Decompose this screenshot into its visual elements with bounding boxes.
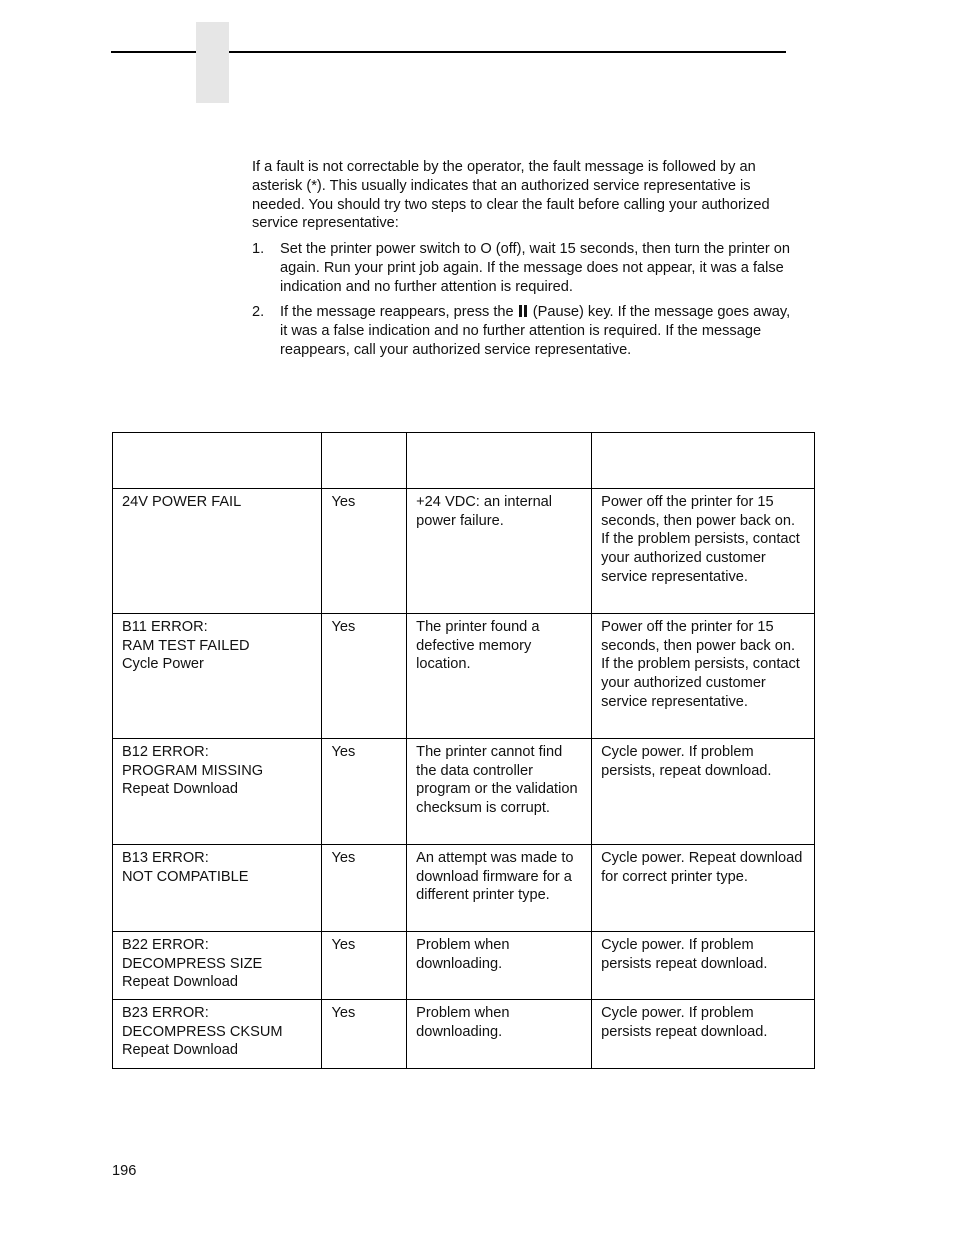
column-header — [322, 433, 407, 489]
step-number: 1. — [252, 241, 265, 257]
message-line: Repeat Download — [122, 974, 239, 991]
chapter-tab-block — [196, 22, 229, 103]
solution-cell: Cycle power. If problem persists repeat download. — [592, 932, 815, 1000]
troubleshooting-steps — [252, 240, 797, 367]
table-row — [113, 932, 815, 1000]
step-item — [252, 240, 797, 296]
message-cell — [113, 614, 322, 739]
column-header — [407, 433, 592, 489]
explanation-cell: An attempt was made to download firmware for a different printer type. — [407, 845, 592, 932]
service-required-cell: Yes — [322, 1000, 407, 1069]
explanation-cell: Problem when downloading. — [407, 1000, 592, 1069]
message-line: DECOMPRESS SIZE — [122, 955, 263, 972]
table-row — [113, 614, 815, 739]
message-line: 24V POWER FAIL — [122, 494, 242, 510]
solution-cell: Cycle power. If problem persists repeat download. — [592, 1000, 815, 1069]
header-rule — [229, 51, 786, 53]
message-line: B12 ERROR: — [122, 744, 209, 760]
service-required-cell: Yes — [322, 845, 407, 932]
message-cell — [113, 845, 322, 932]
step-text: Set the printer power switch to O (off), wait 15 seconds, then turn the printer on again. Run your print job again. If the message does not appear, it was a false indication and no further attention is required. — [280, 241, 790, 295]
step-number: 2. — [252, 304, 265, 321]
explanation-cell: The printer found a defective memory location. — [407, 614, 592, 739]
message-line: PROGRAM MISSING — [122, 762, 264, 779]
explanation-cell: Problem when downloading. — [407, 932, 592, 1000]
service-required-cell: Yes — [322, 739, 407, 845]
message-line: Repeat Download — [122, 1042, 239, 1059]
message-line: B23 ERROR: — [122, 1005, 209, 1021]
table-row — [113, 489, 815, 614]
pause-icon — [519, 305, 528, 317]
solution-cell: Cycle power. If problem persists, repeat download. — [592, 739, 815, 845]
fault-messages-table — [112, 432, 815, 1069]
step-text: (Pause) key. If the message goes away, it was a false indication and no further attention is required. If the message reappears, call your authorized service representative. — [280, 304, 791, 358]
message-line: Repeat Download — [122, 781, 239, 798]
message-cell — [113, 489, 322, 614]
service-required-cell: Yes — [322, 489, 407, 614]
table-row — [113, 739, 815, 845]
table-row — [113, 1000, 815, 1069]
message-cell — [113, 932, 322, 1000]
message-line: B11 ERROR: — [122, 619, 208, 635]
table-header-row — [113, 433, 815, 489]
column-header — [592, 433, 815, 489]
solution-cell: Power off the printer for 15 seconds, then power back on. If the problem persists, contact your authorized customer service representative. — [592, 614, 815, 739]
explanation-cell: The printer cannot find the data controller program or the validation checksum is corrupt. — [407, 739, 592, 845]
message-line: Cycle Power — [122, 656, 204, 673]
message-cell — [113, 739, 322, 845]
explanation-cell: +24 VDC: an internal power failure. — [407, 489, 592, 614]
solution-cell: Cycle power. Repeat download for correct printer type. — [592, 845, 815, 932]
service-required-cell: Yes — [322, 614, 407, 739]
step-item — [252, 303, 797, 359]
header-rule — [111, 51, 196, 53]
solution-cell: Power off the printer for 15 seconds, then power back on. If the problem persists, contact your authorized customer service representative. — [592, 489, 815, 614]
message-line: B13 ERROR: — [122, 850, 209, 866]
message-line: NOT COMPATIBLE — [122, 868, 249, 885]
message-line: DECOMPRESS CKSUM — [122, 1023, 283, 1040]
step-text: If the message reappears, press the — [280, 304, 514, 321]
column-header — [113, 433, 322, 489]
message-line: B22 ERROR: — [122, 937, 209, 953]
page-number: 196 — [112, 1163, 137, 1179]
table-row — [113, 845, 815, 932]
message-cell — [113, 1000, 322, 1069]
intro-paragraph: If a fault is not correctable by the operator, the fault message is followed by an asterisk (*). This usually indicates that an authorized service representative is needed. You should try two steps to clear the fault before calling your authorized service representative: — [252, 159, 770, 232]
message-line: RAM TEST FAILED — [122, 637, 250, 654]
service-required-cell: Yes — [322, 932, 407, 1000]
